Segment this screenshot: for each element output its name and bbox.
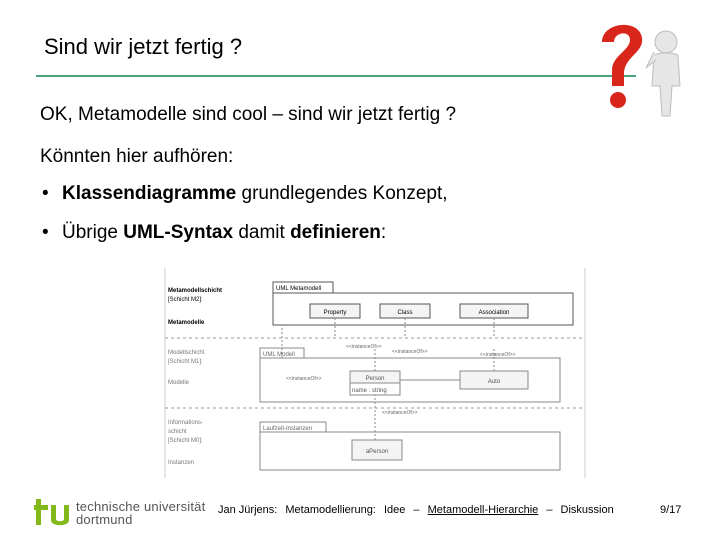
- class-attribute: name : string: [352, 388, 387, 394]
- stereotype-label: <<instanceOf>>: [286, 376, 322, 382]
- footer-separator: –: [413, 504, 420, 516]
- bullet-text: Übrige: [62, 222, 124, 243]
- question-figure-icon: [584, 12, 694, 122]
- class-label: Person: [365, 376, 385, 382]
- class-label: Property: [323, 310, 347, 316]
- bullet-text: grundlegendes Konzept,: [236, 183, 448, 204]
- layer-label: schicht: [168, 429, 187, 435]
- class-label: aPerson: [365, 449, 389, 455]
- class-label: Auto: [487, 379, 501, 385]
- intro-line: OK, Metamodelle sind cool – sind wir jetzt fertig ?: [40, 104, 457, 125]
- layer-label: Modellschicht: [168, 350, 205, 356]
- stereotype-label: <<instanceOf>>: [392, 349, 428, 355]
- bullet-bold: Klassendiagramme: [62, 183, 237, 204]
- footer-nav-item[interactable]: Idee: [383, 504, 406, 516]
- layer-label: [Schicht M1]:: [168, 359, 203, 365]
- package-label: Laufzeit-Instanzen: [263, 426, 313, 432]
- page-number: 9/17: [660, 504, 682, 516]
- class-label: Association: [478, 310, 510, 316]
- class-label: Class: [397, 310, 413, 316]
- bullet-marker: •: [42, 183, 49, 204]
- layer-label: Metamodellschicht: [168, 288, 223, 294]
- layer-label: Modelle: [168, 380, 190, 386]
- stereotype-label: <<instanceOf>>: [480, 352, 516, 358]
- bullet-bold: definieren: [290, 222, 381, 243]
- layer-label: [Schicht M2]:: [168, 297, 203, 303]
- tu-logo-icon: [34, 497, 74, 527]
- university-name: [76, 500, 205, 526]
- layer-label: Metamodelle: [168, 320, 205, 326]
- package-label: UML Metamodell: [276, 286, 322, 292]
- bullet-item: [42, 222, 386, 244]
- metamodel-hierarchy-diagram: [160, 268, 590, 478]
- stereotype-label: <<instanceOf>>: [382, 410, 418, 416]
- footer-course: Metamodellierung:: [285, 504, 376, 516]
- bullet-item: [42, 183, 448, 205]
- layer-label: [Schicht M0]:: [168, 438, 203, 444]
- footer-nav-item-current[interactable]: Metamodell-Hierarchie: [427, 504, 539, 516]
- footer-nav-item[interactable]: Diskussion: [560, 504, 614, 516]
- university-line: technische universität: [76, 499, 206, 514]
- footer-navigation: [218, 504, 619, 516]
- package-label: UML Modell: [263, 352, 295, 358]
- university-line: dortmund: [76, 512, 133, 527]
- stereotype-label: <<instanceOf>>: [346, 344, 382, 350]
- bullet-marker: •: [42, 222, 49, 243]
- bullet-text: damit: [233, 222, 291, 243]
- footer-separator: –: [546, 504, 553, 516]
- bullet-bold: UML-Syntax: [123, 222, 234, 243]
- bullet-text: :: [380, 222, 387, 243]
- layer-label: Informations-: [168, 420, 204, 426]
- intro-line-2: Könnten hier aufhören:: [40, 146, 234, 167]
- footer-author: Jan Jürjens:: [218, 504, 278, 516]
- title-divider: [36, 75, 636, 77]
- slide-title: Sind wir jetzt fertig ?: [44, 34, 243, 59]
- layer-label: Instanzen: [168, 460, 195, 466]
